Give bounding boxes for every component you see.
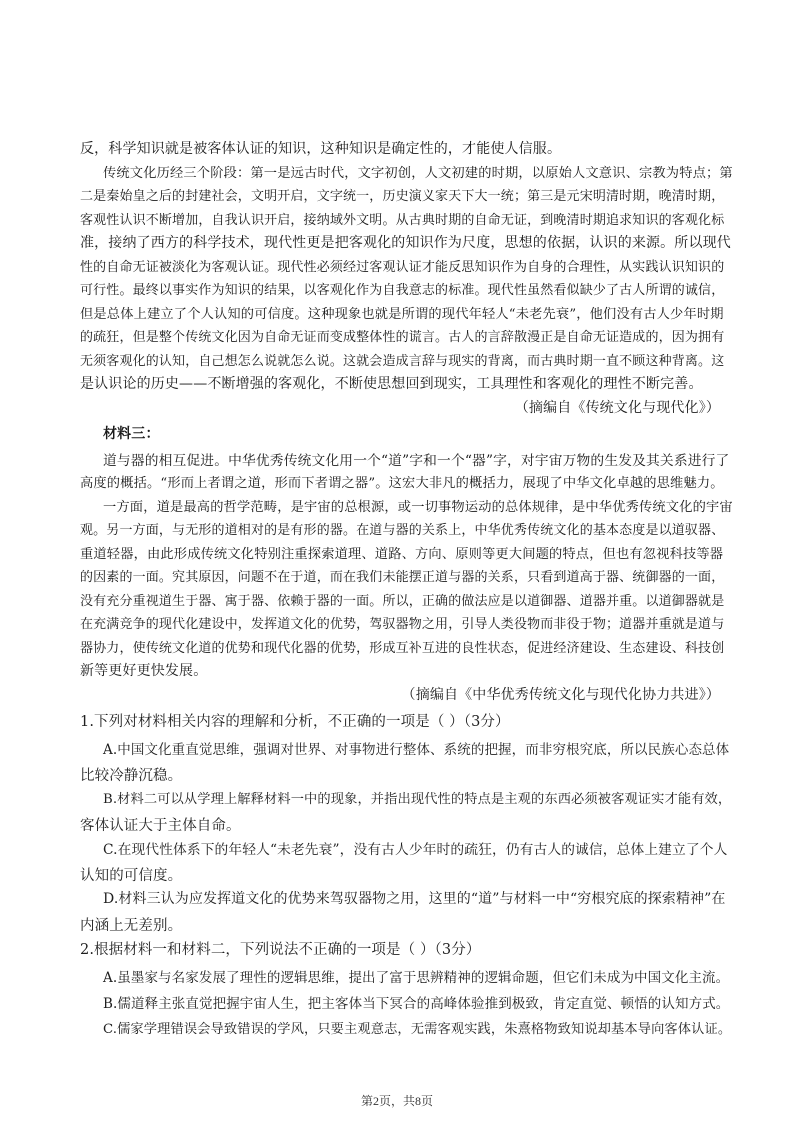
text-line: 在充满竞争的现代化建设中，发挥道文化的优势，驾驭器物之用，引导人类役物而非役于物；道器并重就是道与 [80, 617, 725, 632]
text-line: 一方面，道是最高的哲学范畴，是宇宙的总根源，或一切事物运动的总体规律，是中华优秀传统文化的宇宙 [103, 499, 733, 515]
text-line: 客观性认识不断增加，自我认识开启，接纳域外文明。从古典时期的自命无证，到晚清时期追求知识的客观化标 [80, 212, 725, 228]
text-line: 是认识论的历史——不断增强的客观化，不断使思想回到现实，工具理性和客观化的理性不断完善。 [80, 376, 703, 392]
question-stem: 2.根据材料一和材料二，下列说法不正确的一项是（ ）（3分） [80, 941, 481, 958]
option-b: B.儒道释主张直觉把握宇宙人生，把主客体当下冥合的高峰体验推到极致，肯定直觉、顿悟的认知方式。 [103, 995, 730, 1012]
text-line: 高度的概括。“形而上者谓之道，形而下者谓之器”。这宏大非凡的概括力，展现了中华文化卓越的思维魅力。 [80, 476, 724, 491]
text-line: 器协力，使传统文化道的优势和现代化器的优势，形成互补互进的良性状态，促进经济建设、生态建设、科技创 [80, 640, 725, 656]
text-line: 观。另一方面，与无形的道相对的是有形的器。在道与器的关系上，中华优秀传统文化的基本态度是以道驭器、 [80, 523, 725, 538]
text-line: 的因素的一面。究其原因，问题不在于道，而在我们未能摆正道与器的关系，只看到道高于器、统御器的一面， [80, 570, 725, 585]
option-a: A.中国文化重直觉思维，强调对世界、对事物进行整体、系统的把握，而非穷根究底，所以民族心态总体 [103, 741, 730, 758]
text-line: 道与器的相互促进。中华优秀传统文化用一个“道”字和一个“器”字，对宇宙万物的生发及其关系进行了 [103, 452, 730, 469]
text-line: 重道轻器，由此形成传统文化特别注重探索道理、道路、方向、原则等更大间题的特点，但也有忽视科技等器 [80, 546, 724, 562]
text-line: 新等更好更快发展。 [80, 663, 208, 679]
option-c: C.在现代性体系下的年轻人“未老先衰”，没有古人少年时的疏狂，仍有古人的诚信，总体上建立了个人 [103, 841, 728, 858]
option-d-continued: 内涵上无差别。 [80, 917, 183, 934]
text-line: 准，接纳了西方的科学技术，现代性更是把客观化的知识作为尺度，思想的依据，认识的来源。所以现代 [80, 235, 731, 251]
option-b-continued: 客体认证大于主体自命。 [80, 817, 241, 834]
source-citation: （摘编自《中华优秀传统文化与现代化协力共进》） [401, 686, 720, 703]
source-citation: （摘编自《传统文化与现代化》） [514, 399, 720, 416]
question-stem: 1.下列对材料相关内容的理解和分析，不正确的一项是（ ）（3分） [80, 713, 510, 730]
option-c: C.儒家学理错误会导致错误的学风，只要主观意志，无需客观实践，朱熹格物致知说却基本导向客体认证。 [103, 1021, 732, 1037]
text-line: 但是总体上建立了个人认知的可信度。这种现象也就是所谓的现代年轻人“未老先衰”，他们没有古人少年时期 [80, 306, 724, 322]
text-line: 二是秦始皇之后的封建社会，文明开启，文字统一，历史演义家天下大一统；第三是元宋明清时期，晚清时期， [80, 189, 725, 204]
text-line: 传统文化历经三个阶段：第一是远古时代，文字初创，人文初建的时期，以原始人文意识、宗教为特点；第 [103, 165, 733, 181]
option-d: D.材料三认为应发挥道文化的优势来驾驭器物之用，这里的“道”与材料一中“穷根究底的探索精神”在 [103, 890, 726, 907]
option-b: B.材料二可以从学理上解释材料一中的现象，并指出现代性的特点是主观的东西必须被客观证实才能有效， [103, 791, 732, 807]
text-line: 没有充分重视道生于器、寓于器、依赖于器的一面。所以，正确的做法应是以道御器、道器并重。以道御器就是 [80, 593, 725, 609]
option-a: A.虽墨家与名家发展了理性的逻辑思维，提出了富于思辨精神的逻辑命题，但它们未成为中国文化主流。 [103, 969, 730, 986]
text-line: 性的自命无证被淡化为客观认证。现代性必须经过客观认证才能反思知识作为自身的合理性，从实践认识知识的 [80, 259, 725, 275]
option-c-continued: 认知的可信度。 [80, 867, 183, 884]
text-line: 的疏狂，但是整个传统文化因为自命无证而变成整体性的谎言。古人的言辞散漫正是自命无证造成的，因为拥有 [80, 330, 725, 345]
text-line: 无须客观化的认知，自己想怎么说就怎么说。这就会造成言辞与现实的背离，而古典时期一直不顾这种背离。这 [80, 353, 725, 369]
text-line: 反，科学知识就是被客体认证的知识，这种知识是确定性的，才能使人信服。 [80, 141, 562, 157]
page-number: 第2页，共8页 [360, 1094, 433, 1108]
option-a-continued: 比较冷静沉稳。 [80, 767, 183, 784]
text-line: 可行性。最终以事实作为知识的结果，以客观化作为自我意志的标准。现代性虽然看似缺少了古人所谓的诚信， [80, 283, 725, 298]
section-title: 材料三： [103, 425, 160, 442]
